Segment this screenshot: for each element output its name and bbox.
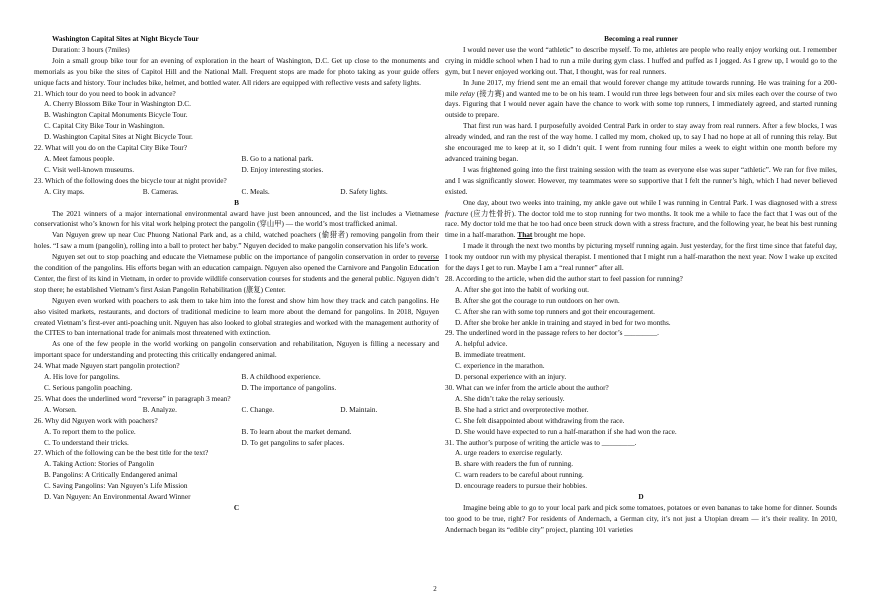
q26-options-row — [34, 438, 439, 449]
q29-option: B. immediate treatment. — [455, 350, 526, 360]
q29-option: D. personal experience with an injury. — [455, 372, 567, 382]
q23-option: C. Meals. — [241, 186, 270, 196]
italic-term-relay: relay — [460, 88, 475, 98]
text-run: One day, about two weeks into training, my ankle gave out while I was running in Central Park. I was diagnosed with a — [463, 197, 821, 207]
passage-b-paragraph: Van Nguyen grew up near Cuc Phuong National Park and, as a child, watched poachers (偷猎者) removing pangolin from their holes. “I saw a mum (pangolin), rolling into a ball to protect her baby.” Nguyen decided to make pangolin conservation his life’s work. — [34, 230, 439, 251]
passage-b-paragraph: Nguyen even worked with poachers to ask them to take him into the forest and show him how they track and catch pangolins. He also visited markets, restaurants, and doctors of traditional medicine to learn more about the demand for pangolins. In 2018, Nguyen created Vietnam’s first-ever anti-poaching unit. Nguyen has also looked to global strategies and worked with the management authority of the CITES to ban international trade for animals most threatened with extinction. — [34, 295, 439, 338]
passage-c-paragraph — [445, 198, 837, 242]
q25-option: D. Maintain. — [340, 404, 378, 414]
underlined-word-that: That — [517, 230, 533, 240]
passage-c-title: Becoming a real runner — [604, 34, 678, 43]
passage-b-paragraph — [34, 252, 439, 296]
q21-option: C. Capital City Bike Tour in Washington. — [44, 121, 165, 131]
passage-c-paragraph: I was frightened going into the first training session with the team as everyone else was super “athletic”. We ran for five miles, and I was significantly slower. However, my teammates were so supportive that I felt the runner’s high, which I had never believed existed. — [445, 164, 837, 196]
q23-option: B. Cameras. — [142, 186, 179, 196]
q26-options-row — [34, 427, 439, 438]
q29-option: A. helpful advice. — [455, 339, 508, 349]
q25-option: A. Worsen. — [44, 404, 77, 414]
q30-option: B. She had a strict and overprotective mother. — [455, 404, 589, 414]
q23-option: D. Safety lights. — [340, 186, 388, 196]
question-23: 23. Which of the following does the bicycle tour at night provide? — [34, 175, 227, 185]
q21-option: B. Washington Capital Monuments Bicycle Tour. — [44, 110, 188, 120]
q28-option: C. After she ran with some top runners and got their encouragement. — [455, 306, 656, 316]
tour-intro: Join a small group bike tour for an evening of exploration in the heart of Washington, D.C. Get up close to the monuments and memorials as you bike the sites of Capitol Hill and the National Mall. Frequent stops are made for photo taking as your guide offers unique facts and history. Tour includes bike, helmet, and bottled water. All riders are equipped with reflective vests and safety lights. — [34, 55, 439, 87]
q22-option: C. Visit well-known museums. — [44, 164, 135, 174]
q26-option: D. To get pangolins to safer places. — [241, 437, 345, 447]
question-27: 27. Which of the following can be the best title for the text? — [34, 448, 209, 458]
section-d-heading: D — [638, 492, 644, 502]
passage-c-paragraph — [445, 78, 837, 122]
passage-b-paragraph: As one of the few people in the world working on pangolin conservation and rehabilitation, Nguyen is filling a necessary and important space for understanding and protecting this critically endangered animal. — [34, 339, 439, 360]
question-25: 25. What does the underlined word “reverse” in paragraph 3 mean? — [34, 393, 231, 403]
italic-term-stress-fracture: stress fracture — [445, 197, 837, 218]
passage-c-paragraph: I would never use the word “athletic” to describe myself. To me, athletes are people who really enjoy working out. I remember crying in middle school when I had to run a mile during gym class. I huffed and puffed as I jogged. As I grew up, I would go to the gym, but I never enjoyed working out. That, I thought, was for real runners. — [445, 44, 837, 76]
q22-option: D. Enjoy interesting stories. — [241, 164, 324, 174]
text-run: brought me hope. — [532, 230, 586, 240]
text-run: (应力性骨折). The doctor told me to stop running for two months. It took me a while to face the fact that I was out of the race. My doctor told me that he too had once been struck down with a stress fracture, and the following year, he beat his best running time in a half-marathon. — [445, 208, 837, 240]
q31-option: C. warn readers to be careful about running. — [455, 470, 584, 480]
passage-b-paragraph: The 2021 winners of a major international environmental award have just been announced, and the list includes a Vietnamese conservationist who’s known for his vital work helping protect the pangolin (穿山甲) — the world’s most trafficked animal. — [34, 208, 439, 229]
right-column — [445, 34, 837, 536]
text-run: Nguyen set out to stop poaching and educate the Vietnamese public on the importance of pangolin conservation in order to — [52, 252, 418, 262]
q22-options-row — [34, 154, 439, 165]
passage-c-paragraph: I made it through the next two months by picturing myself running again. Just yesterday, for the first time since that fateful day, I took my outdoor run with my physical therapist. I mentioned that I might run a half-marathon the next year. Now I wake up excited for the days I get to run. Maybe I am a “real runner” after all. — [445, 241, 837, 273]
page-number: 2 — [433, 585, 437, 593]
left-column — [34, 34, 439, 514]
q22-option: B. Go to a national park. — [241, 153, 314, 163]
question-26: 26. Why did Nguyen work with poachers? — [34, 415, 158, 425]
q21-option: D. Washington Capital Sites at Night Bicycle Tour. — [44, 132, 193, 142]
q28-option: A. After she got into the habit of working out. — [455, 284, 589, 294]
q31-option: A. urge readers to exercise regularly. — [455, 448, 563, 458]
tour-duration: Duration: 3 hours (7miles) — [52, 44, 130, 54]
q25-option: B. Analyze. — [142, 404, 177, 414]
question-31: 31. The author’s purpose of writing the article was to _________. — [445, 437, 637, 447]
q22-options-row — [34, 165, 439, 176]
q31-option: B. share with readers the fun of running. — [455, 459, 574, 469]
q31-option: D. encourage readers to pursue their hobbies. — [455, 481, 588, 491]
text-run: (接力赛) and wanted me to be on his team. I would run three legs between four and six miles each over the course of two days. Figuring that I would never again have the chance to work with some top runners, I immediately agreed, and started running outside to prepare. — [445, 88, 837, 120]
question-22: 22. What will you do on the Capital City Bike Tour? — [34, 143, 188, 153]
q24-option: C. Serious pangolin poaching. — [44, 383, 133, 392]
q24-options-row — [34, 372, 439, 383]
q27-option: A. Taking Action: Stories of Pangolin — [44, 459, 155, 469]
q27-option: D. Van Nguyen: An Environmental Award Winner — [44, 492, 191, 502]
q24-option: A. His love for pangolins. — [44, 372, 120, 382]
section-b-heading: B — [234, 197, 239, 207]
q30-option: D. She would have expected to run a half-marathon if she had won the race. — [455, 426, 677, 436]
q23-options-row — [34, 187, 439, 198]
q30-option: A. She didn’t take the relay seriously. — [455, 393, 565, 403]
question-24: 24. What made Nguyen start pangolin protection? — [34, 361, 180, 371]
q22-option: A. Meet famous people. — [44, 153, 115, 163]
question-30: 30. What can we infer from the article about the author? — [445, 383, 609, 392]
text-run: In June 2017, my friend sent me an email that would forever change my attitude towards running. He was training for a 200-mile — [445, 77, 837, 98]
q25-options-row — [34, 405, 439, 416]
q25-option: C. Change. — [241, 404, 275, 414]
q27-option: C. Saving Pangolins: Van Nguyen’s Life Mission — [44, 481, 188, 491]
q23-option: A. City maps. — [44, 186, 85, 196]
underlined-word-reverse: reverse — [417, 252, 439, 262]
q26-option: C. To understand their tricks. — [44, 437, 129, 447]
q26-option: A. To report them to the police. — [44, 426, 136, 436]
question-28: 28. According to the article, when did the author start to feel passion for running? — [445, 273, 683, 283]
question-21: 21. Which tour do you need to book in advance? — [34, 88, 176, 98]
q28-option: D. After she broke her ankle in training and stayed in bed for two months. — [455, 317, 671, 327]
passage-d-paragraph: Imagine being able to go to your local park and pick some tomatoes, potatoes or even bananas to take home for dinner. Sounds too good to be true, right? For residents of Andernach, a German city, it’s not just a Utopian dream — it’s their reality. In 2010, Andernach began its “edible city” project, planting 101 varieties — [445, 502, 837, 534]
q26-option: B. To learn about the market demand. — [241, 426, 352, 436]
passage-a-title: Washington Capital Sites at Night Bicycle Tour — [52, 34, 199, 43]
q29-option: C. experience in the marathon. — [455, 361, 545, 371]
passage-c-paragraph: That first run was hard. I purposefully avoided Central Park in order to stay away from real runners. After a few blocks, I was already winded, and ran the rest of the way home. I called my mom, choked up, to say I had no hope at all of running this relay. But she encouraged me to keep at it, so I didn’t quit. I went from running four miles a week to eight within one month before my advanced training began. — [445, 121, 837, 163]
text-run: the condition of the pangolins. His efforts began with an education campaign. Nguyen also opened the Carnivore and Pangolin Education Center, the first of its kind in Vietnam, in order to provide wildlife conservation courses for students and the general public. Nguyen didn’t stop there; he established Vietnam’s first Asian Pangolin Rehabilitation (康复) Center. — [34, 263, 439, 294]
q27-option: B. Pangolins: A Critically Endangered animal — [44, 470, 178, 480]
q24-options-row — [34, 383, 439, 394]
q24-option: B. A childhood experience. — [241, 372, 321, 382]
q30-option: C. She felt disappointed about withdrawing from the race. — [455, 415, 625, 425]
q21-option: A. Cherry Blossom Bike Tour in Washington D.C. — [44, 99, 192, 109]
question-29: 29. The underlined word in the passage refers to her doctor’s _________. — [445, 328, 659, 338]
q24-option: D. The importance of pangolins. — [241, 383, 337, 392]
section-c-heading: C — [233, 502, 240, 512]
q28-option: B. After she got the courage to run outdoors on her own. — [455, 295, 620, 305]
